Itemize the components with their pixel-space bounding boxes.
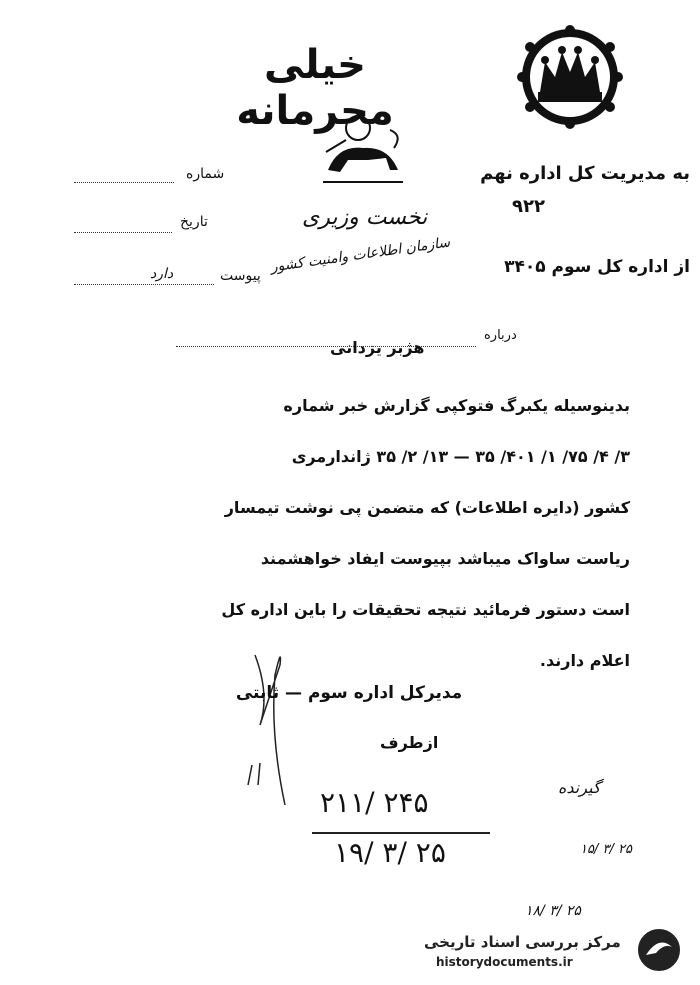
watermark-url: historydocuments.ir [436, 955, 573, 969]
recipient: به مدیریت کل اداره نهم [480, 163, 690, 184]
number-label: شماره [186, 166, 225, 182]
number-line [74, 182, 174, 183]
stamp-date: ۱۸/ ۳/ ۲۵ [525, 903, 581, 919]
recipient-number: ۹۲۲ [512, 196, 545, 217]
date-line [74, 232, 172, 233]
body-line: بدینوسیله یکبرگ فتوکپی گزارش خبر شماره [283, 396, 630, 415]
classification-title: خیلی محرمانه [236, 42, 394, 134]
ref-divider [312, 832, 490, 834]
body-line: است دستور فرمائید نتیجه تحقیقات را باین اداره کل [221, 600, 630, 619]
handwritten-signature-stroke [240, 635, 300, 815]
subject-line [176, 346, 476, 347]
subject-label: درباره [484, 328, 517, 343]
on-behalf: ازطرف [380, 733, 439, 752]
subject-value: هژبر یزدانی [330, 338, 425, 357]
watermark-text: مرکز بررسی اسناد تاریخی [424, 933, 621, 951]
handwritten-note: گیرنده [558, 778, 601, 797]
archive-logo-icon [634, 925, 684, 975]
imperial-emblem-icon [500, 22, 640, 132]
attachment-label: پیوست [220, 268, 261, 284]
letter-body [70, 380, 630, 686]
handwritten-ref-number: ۲۱۱/ ۲۴۵ [320, 786, 429, 819]
organization-name: سازمان اطلاعات وامنیت کشور [269, 234, 452, 276]
handwritten-ref-date: ۱۹/ ۳/ ۲۵ [334, 836, 446, 869]
body-line: ریاست ساواک میباشد بپیوست ایفاد خواهشمند [260, 549, 630, 568]
date-label: تاریخ [180, 214, 208, 230]
body-line: ۳/ ۴/ ۷۵/ ۱/ ۴۰۱/ ۳۵ — ۱۳/ ۲/ ۳۵ ژاندارمری [291, 447, 630, 466]
body-line: اعلام دارند. [539, 651, 630, 670]
body-line: کشور (دایره اطلاعات) که متضمن پی نوشت تیمسار [224, 498, 630, 517]
sender: از اداره کل سوم ۳۴۰۵ [504, 257, 690, 277]
attachment-line [74, 284, 214, 285]
prime-ministry: نخست وزیری [302, 205, 428, 230]
handwritten-note-date: ۱۵/ ۳/ ۲۵ [580, 842, 632, 857]
lion-and-sun-icon [318, 110, 408, 190]
attachment-value: دارد [150, 266, 174, 282]
signatory: مدیرکل اداره سوم — ثابتی [235, 683, 463, 703]
